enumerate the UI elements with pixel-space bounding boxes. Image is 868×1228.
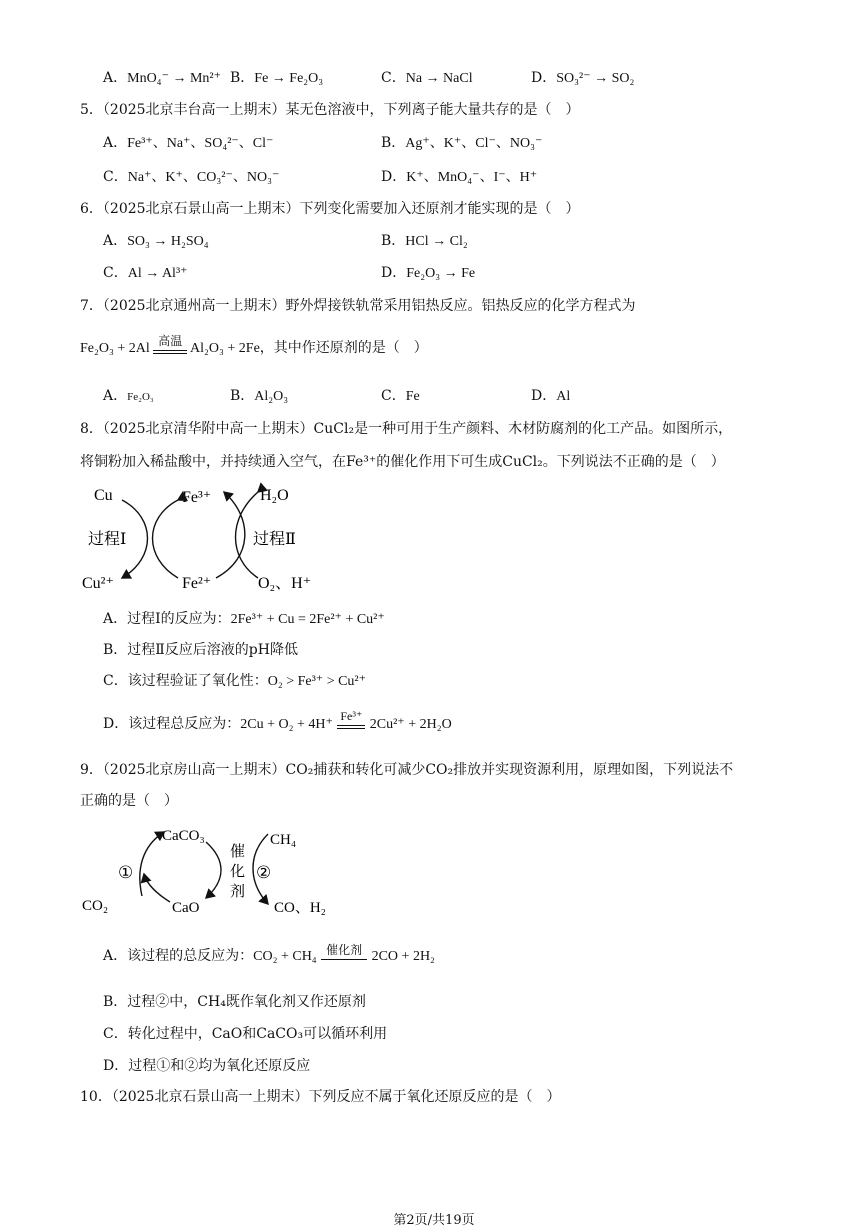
caco3-label: CaCO₃ — [162, 828, 205, 844]
equation-tail: ，其中作还原剂的是（ ） — [259, 341, 428, 356]
q8-stem-line1: 8．（2025北京清华附中高一上期末）CuCl₂是一种可用于生产颜料、木材防腐剂的化工产品。如图所示， — [80, 421, 733, 437]
q5-option-a — [103, 133, 273, 154]
q5-stem: 5．（2025北京丰台高一上期末）某无色溶液中，下列离子能大量共存的是（ ） — [80, 102, 580, 118]
process2-label: 过程Ⅱ — [253, 531, 296, 548]
q4-option-c — [381, 68, 473, 89]
option-label: C． — [381, 388, 406, 404]
option-formula: Na → NaCl — [405, 71, 473, 86]
q4-option-a — [103, 68, 221, 89]
co-h2-label: CO、H₂ — [274, 900, 326, 916]
equation-condition-arrow — [321, 942, 367, 960]
option-text: Fe₂O₃ → Fe — [406, 266, 476, 281]
q7-option-b — [230, 386, 288, 407]
catalyst-char-3: 剂 — [230, 884, 246, 900]
option-text: Al₂O₃ — [254, 389, 289, 404]
q4-option-b — [230, 68, 323, 89]
cu-label: Cu — [94, 487, 113, 504]
q6-option-a — [103, 231, 209, 252]
equation-right: 2Cu²⁺ + 2H₂O — [369, 717, 452, 732]
q8-option-c — [103, 671, 366, 692]
co2-label: CO₂ — [82, 898, 109, 914]
option-label: A．过程Ⅰ的反应为： — [103, 611, 231, 627]
option-text: HCl → Cl₂ — [405, 234, 468, 249]
option-label: D． — [381, 265, 407, 281]
fe3-label: Fe³⁺ — [182, 489, 212, 506]
equation-condition-arrow — [153, 333, 187, 354]
equation-condition: 高温 — [158, 333, 183, 348]
equation-condition: Fe³⁺ — [340, 709, 363, 723]
fe3-to-fe2-arrow — [153, 500, 179, 578]
q9-option-b: B．过程②中，CH₄既作氧化剂又作还原剂 — [103, 994, 366, 1010]
option-text: Fe — [405, 389, 420, 404]
option-equation: 2Fe³⁺ + Cu = 2Fe²⁺ + Cu²⁺ — [230, 612, 385, 627]
fe2-to-fe3-arrow — [216, 492, 245, 578]
cao-label: CaO — [172, 900, 200, 916]
q4-option-d — [531, 68, 634, 89]
option-text: Na⁺、K⁺、CO₃²⁻、NO₃⁻ — [127, 170, 280, 185]
option-text: SO₃ → H₂SO₄ — [127, 234, 209, 249]
q7-stem: 7．（2025北京通州高一上期末）野外焊接铁轨常采用铝热反应。铝热反应的化学方程式为 — [80, 298, 636, 314]
o2-h-label: O₂、H⁺ — [258, 575, 312, 592]
option-formula: Fe → Fe₂O₃ — [254, 71, 324, 86]
q8-option-d — [103, 709, 452, 735]
option-label: B． — [381, 233, 406, 249]
q9-option-a — [103, 942, 435, 967]
q9-stem-line2: 正确的是（ ） — [80, 793, 178, 809]
equation-left: 2Cu + O₂ + 4H⁺ — [240, 717, 333, 732]
q6-stem: 6．（2025北京石景山高一上期末）下列变化需要加入还原剂才能实现的是（ ） — [80, 201, 580, 217]
q6-option-d — [381, 263, 475, 284]
cao-to-cycle-arrow — [144, 874, 170, 902]
option-text: Ag⁺、K⁺、Cl⁻、NO₃⁻ — [405, 136, 543, 151]
page-footer: 第2页/共19页 — [393, 1213, 475, 1228]
step2-label: ② — [256, 863, 272, 882]
option-label: A． — [103, 70, 128, 86]
q9-stem-line1: 9．（2025北京房山高一上期末）CO₂捕获和转化可减少CO₂排放并实现资源利用，原理如图，下列说法不 — [80, 762, 734, 778]
q5-option-c — [103, 167, 279, 188]
q5-option-b — [381, 133, 542, 154]
catalyst-char-2: 化 — [230, 864, 246, 880]
option-label: C． — [103, 265, 128, 281]
q9-cycle-diagram — [78, 820, 338, 920]
option-equation: O₂ > Fe³⁺ > Cu²⁺ — [267, 674, 367, 689]
h2o-label: H₂O — [260, 487, 289, 504]
step1-label: ① — [118, 863, 134, 882]
equation-right: 2CO + 2H₂ — [371, 949, 435, 964]
option-text: K⁺、MnO₄⁻、I⁻、H⁺ — [406, 170, 538, 185]
option-label: A．该过程的总反应为： — [103, 948, 254, 964]
option-text: Al — [556, 389, 571, 404]
caco3-to-cao-arrow — [206, 842, 221, 898]
equation-left: CO₂ + CH₄ — [253, 949, 317, 964]
option-label: C． — [103, 169, 128, 185]
q7-option-a — [103, 386, 154, 407]
q6-option-b — [381, 231, 468, 252]
option-label: D．该过程总反应为： — [103, 716, 241, 732]
ch4-label: CH₄ — [270, 832, 297, 848]
option-text: Al → Al³⁺ — [127, 266, 188, 281]
q8-option-a — [103, 609, 385, 630]
option-text: Fe³⁺、Na⁺、SO₄²⁻、Cl⁻ — [127, 136, 274, 151]
option-label: D． — [381, 169, 407, 185]
option-label: D． — [531, 388, 557, 404]
q7-option-c — [381, 386, 420, 407]
q8-option-b: B．过程Ⅱ反应后溶液的pH降低 — [103, 642, 298, 658]
equation-right: Al₂O₃ + 2Fe — [190, 341, 260, 356]
process1-label: 过程Ⅰ — [88, 531, 127, 548]
co2-to-caco3-arrow — [140, 832, 164, 896]
option-label: B． — [381, 135, 406, 151]
q8-stem-line2: 将铜粉加入稀盐酸中，并持续通入空气，在Fe³⁺的催化作用下可生成CuCl₂。下列说法不正确的是（ ） — [80, 454, 725, 470]
q8-cycle-diagram — [78, 478, 328, 600]
option-label: A． — [103, 135, 128, 151]
option-label: D． — [531, 70, 557, 86]
option-label: A． — [103, 388, 128, 404]
cu2-label: Cu²⁺ — [82, 575, 114, 592]
option-label: B． — [230, 70, 255, 86]
option-label: A． — [103, 233, 128, 249]
option-text: Fe₂O₃ — [127, 391, 154, 403]
option-label: C．该过程验证了氧化性： — [103, 673, 268, 689]
q6-option-c — [103, 263, 188, 284]
catalyst-char-1: 催 — [230, 844, 246, 860]
q7-option-d — [531, 386, 570, 407]
option-label: C． — [381, 70, 406, 86]
equation-condition-arrow — [337, 709, 365, 729]
q9-option-d: D．过程①和②均为氧化还原反应 — [103, 1058, 311, 1074]
q9-option-c: C．转化过程中，CaO和CaCO₃可以循环利用 — [103, 1026, 388, 1042]
option-label: B． — [230, 388, 255, 404]
equation-left: Fe₂O₃ + 2Al — [80, 341, 150, 356]
fe2-label: Fe²⁺ — [182, 575, 212, 592]
q5-option-d — [381, 167, 537, 188]
q7-equation — [80, 333, 428, 359]
q10-stem: 10．（2025北京石景山高一上期末）下列反应不属于氧化还原反应的是（ ） — [80, 1089, 561, 1105]
option-formula: MnO₄⁻ → Mn²⁺ — [127, 71, 221, 86]
equation-condition: 催化剂 — [326, 942, 363, 957]
option-formula: SO₃²⁻ → SO₂ — [556, 71, 635, 86]
